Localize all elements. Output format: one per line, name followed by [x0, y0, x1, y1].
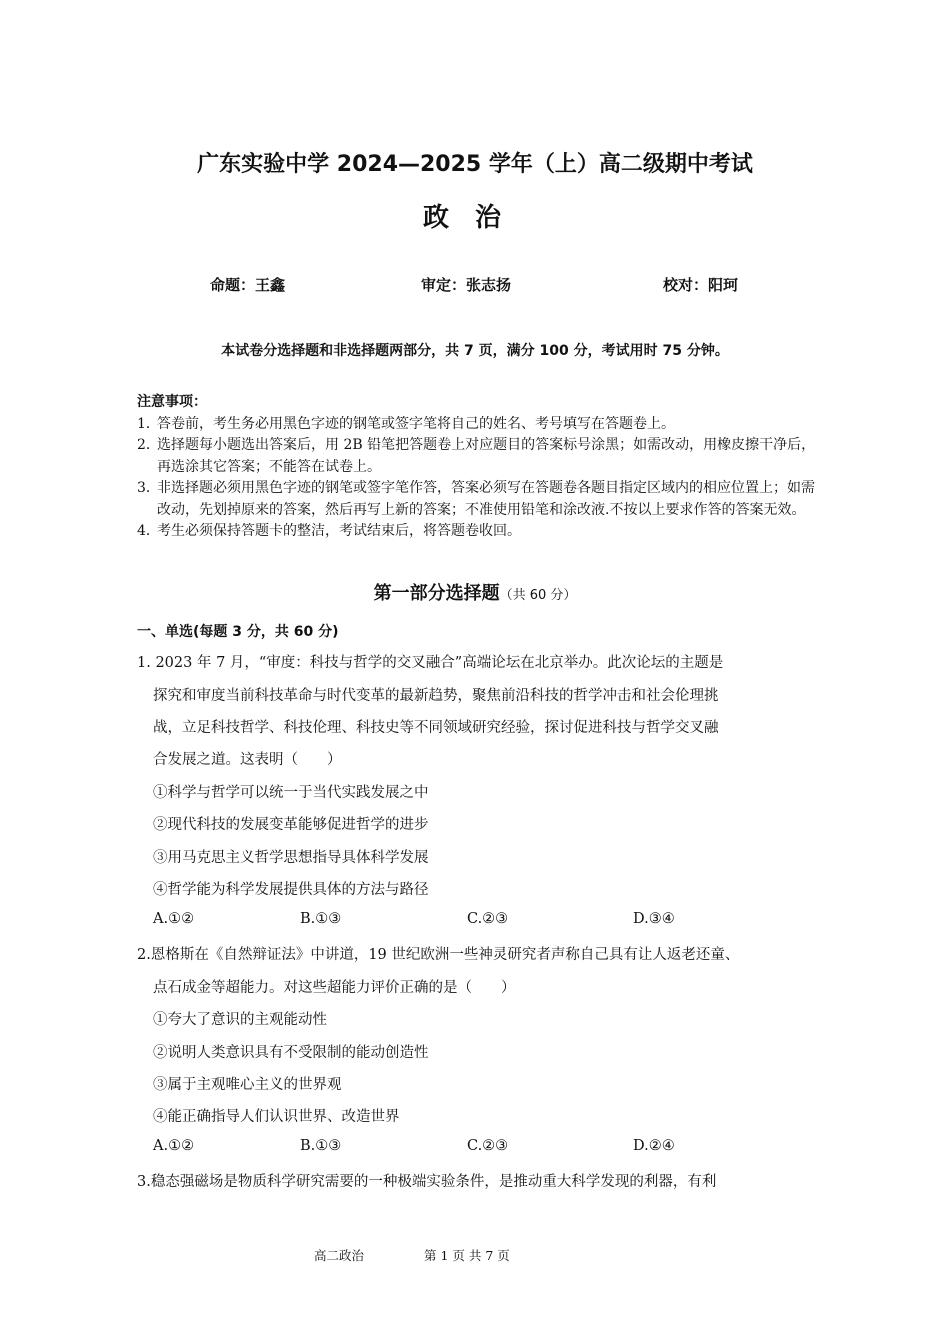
q1-stem-line: 合发展之道。这表明（ ） — [153, 752, 342, 768]
notes-heading: 注意事项： — [137, 394, 207, 410]
subject-title: 政治 — [422, 203, 527, 233]
part-score: （共 60 分） — [499, 588, 577, 603]
q1-option-d: D.③④ — [633, 911, 675, 927]
q1-stem-line: 1. 2023 年 7 月，“审度：科技与哲学的交叉融合”高端论坛在北京举办。此次论坛的主题是 — [137, 655, 724, 671]
note-text: 选择题每小题选出答案后，用 2B 铅笔把答题卷上对应题目的答案标号涂黑；如需改动，用橡皮擦干净后，再选涂其它答案；不能答在试卷上。 — [157, 437, 816, 475]
q1-stem-line: 战，立足科技哲学、科技伦理、科技史等不同领域研究经验，探讨促进科技与哲学交叉融 — [153, 720, 719, 736]
footer-page-number: 第 1 页 共 7 页 — [424, 1248, 510, 1263]
note-text: 考生必须保持答题卡的整洁，考试结束后，将答题卷收回。 — [157, 523, 521, 539]
q2-statement: ①夸大了意识的主观能动性 — [153, 1012, 327, 1028]
note-number: 4． — [137, 523, 160, 539]
q2-option-c: C.②③ — [467, 1138, 509, 1154]
setter: 命题：王鑫 — [210, 276, 286, 294]
q1-option-a: A.①② — [153, 911, 195, 927]
q1-statement: ①科学与哲学可以统一于当代实践发展之中 — [153, 785, 429, 801]
proofreader: 校对：阳珂 — [663, 276, 739, 294]
q2-stem-line: 点石成金等超能力。对这些超能力评价正确的是（ ） — [153, 980, 516, 996]
reviewer: 审定：张志扬 — [421, 276, 512, 294]
q2-statement: ④能正确指导人们认识世界、改造世界 — [153, 1109, 400, 1125]
q1-stem-line: 探究和审度当前科技革命与时代变革的最新趋势，聚焦前沿科技的哲学冲击和社会伦理挑 — [153, 688, 719, 704]
q2-option-d: D.②④ — [633, 1138, 675, 1154]
note-number: 3． — [137, 480, 160, 496]
q3-stem-line: 3.稳态强磁场是物质科学研究需要的一种极端实验条件，是推动重大科学发现的利器，有利 — [137, 1174, 717, 1190]
q2-statement: ②说明人类意识具有不受限制的能动创造性 — [153, 1045, 429, 1061]
footer-subject: 高二政治 — [314, 1248, 365, 1263]
section-heading: 一、单选(每题 3 分，共 60 分) — [137, 624, 339, 640]
note-item — [137, 521, 827, 543]
q1-option-b: B.①③ — [300, 911, 342, 927]
q2-option-a: A.①② — [153, 1138, 195, 1154]
exam-title: 广东实验中学 2024—2025 学年（上）高二级期中考试 — [197, 152, 753, 177]
note-item — [137, 414, 827, 436]
part-heading — [0, 579, 950, 605]
q1-statement: ④哲学能为科学发展提供具体的方法与路径 — [153, 882, 429, 898]
q1-statement: ②现代科技的发展变革能够促进哲学的进步 — [153, 817, 429, 833]
q2-statement: ③属于主观唯心主义的世界观 — [153, 1077, 342, 1093]
q2-stem-line: 2.恩格斯在《自然辩证法》中讲道，19 世纪欧洲一些神灵研究者声称自己具有让人返老还童、 — [137, 947, 740, 963]
note-number: 1． — [137, 415, 160, 432]
q1-statement: ③用马克思主义哲学思想指导具体科学发展 — [153, 850, 429, 866]
notes-block — [137, 392, 827, 543]
note-item — [137, 478, 827, 521]
q1-option-c: C.②③ — [467, 911, 509, 927]
note-item — [137, 435, 827, 478]
part-title: 第一部分选择题 — [373, 583, 500, 604]
note-text: 答卷前，考生务必用黑色字迹的钢笔或签字笔将自己的姓名、考号填写在答题卷上。 — [157, 415, 675, 432]
q2-option-b: B.①③ — [300, 1138, 342, 1154]
note-text: 非选择题必须用黑色字迹的钢笔或签字笔作答，答案必须写在答题卷各题目指定区域内的相应位置上；如需改动，先划掉原来的答案，然后再写上新的答案；不准使用铅笔和涂改液.不按以上要求作答的答案无效。 — [157, 480, 815, 518]
exam-info: 本试卷分选择题和非选择题两部分，共 7 页，满分 100 分，考试用时 75 分钟。 — [221, 343, 729, 359]
note-number: 2． — [137, 437, 160, 453]
